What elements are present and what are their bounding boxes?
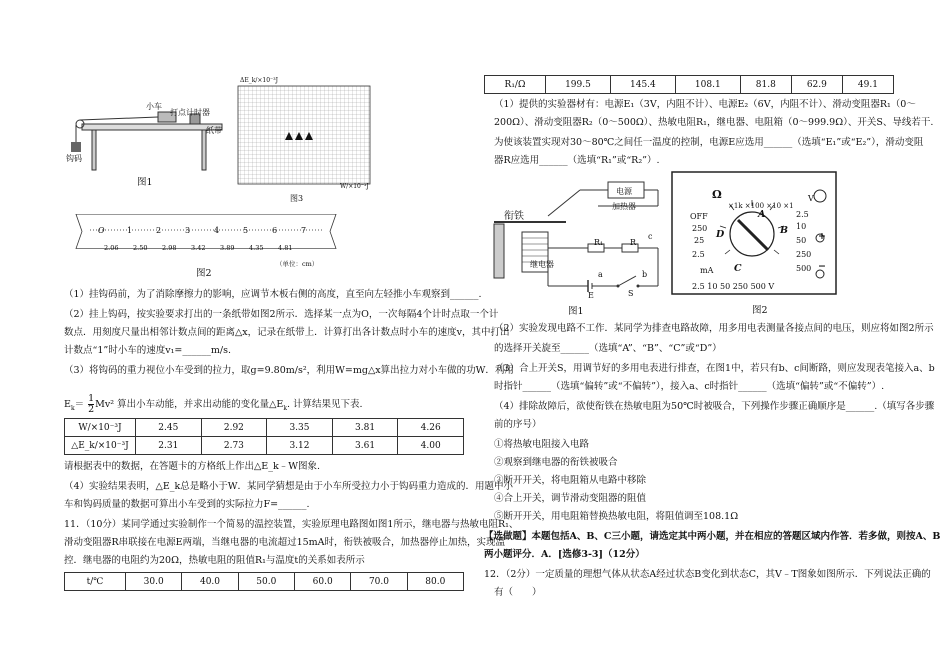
q3c: 请根据表中的数据，在答题卡的方格纸上作出△E_k﹣W图象. <box>64 461 321 472</box>
circuit-s: S <box>628 289 634 298</box>
meter-letter-b: B <box>780 225 789 236</box>
q1: （1）挂钩码前，为了消除摩擦力的影响，应调节木板右侧的高度，直至向左轻推小车观察到______. <box>64 289 482 300</box>
circuit-heater: 加热器 <box>612 202 636 211</box>
step-1: ①将热敏电阻接入电路 <box>494 439 590 450</box>
tape-gap-label: 4.35 <box>249 244 264 252</box>
table-cell: 81.8 <box>740 76 791 94</box>
table-cell: 2.45 <box>136 419 202 437</box>
fig1-label-timer: 打点计时器 <box>170 108 210 117</box>
q2b: 数点．用刻度尺量出相邻计数点间的距离△x，记录在纸带上．计算打出各计数点时小车的速度v，其中打出 <box>64 327 510 338</box>
table-cell: 4.26 <box>398 419 464 437</box>
q3b: $E_k=$ $\frac{1}{2}$ Mv² 算出小车动能，并求出动能的变化量$\triangle E_k$. 计算结果见下表. <box>64 393 363 415</box>
circuit-e: E <box>588 291 594 300</box>
meter-letter-a: A <box>758 209 766 220</box>
q3a: （3）将钩码的重力视位小车受到的拉力，取g=9.80m/s²，利用W=mg△x算出拉力对小车做的功W．利用 <box>64 365 514 376</box>
table-cell: 30.0 <box>126 573 182 591</box>
q4b: 车和钩码质量的数据可算出小车受到的实际拉力F=______. <box>64 499 310 510</box>
meter-minus: − <box>818 261 826 272</box>
fig1-label-car: 小车 <box>146 102 162 111</box>
table-cell: 108.1 <box>675 76 740 94</box>
string <box>80 117 158 120</box>
r1a: （1）提供的实验器材有：电源E₁（3V，内阻不计）、电源E₂（6V，内阻不计）、滑动变阻器R₁（0～ <box>494 99 916 110</box>
meter-omega: Ω <box>712 188 722 201</box>
step-5: ⑤断开开关，用电阻箱替换热敏电阻，将阻值调至108.1Ω <box>494 511 739 522</box>
circuit-power: 电源 <box>616 187 632 196</box>
table-cell: 199.5 <box>546 76 611 94</box>
fig1-label-weight: 钩码 <box>66 154 82 163</box>
meter-caption: 图2 <box>752 305 768 316</box>
tape-point-label: 7 <box>301 226 307 235</box>
r1b: 200Ω）、滑动变阻器R₂（0～500Ω）、热敏电阻R₁，继电器、电阻箱（0～999.9Ω）、开关S、导线若干. <box>494 117 934 128</box>
r3a: （3）合上开关S，用调节好的多用电表进行排查，在图1中，若只有b、c间断路，则应发现表笔接入a、b <box>494 363 935 374</box>
zero-knob <box>814 190 826 202</box>
r4a: （4）排除故障后，欲使衔铁在热敏电阻为50℃时被吸合，下列操作步骤正确顺序是______.（填写各步骤 <box>494 401 935 412</box>
r1d: 器R应选用______（选填“R₁”或“R₂”）. <box>494 155 660 166</box>
table-cell: 4.00 <box>398 437 464 455</box>
r1c: 为使该装置实现对30～80℃之间任一温度的控制，电源E应选用______（选填“E₁”或“E₂”），滑动变阻 <box>494 137 924 148</box>
board <box>82 124 222 130</box>
table-cell: 62.9 <box>791 76 842 94</box>
q2c: 计数点“1”时小车的速度v₁=______m/s. <box>64 345 231 356</box>
fig3-caption: 图3 <box>290 194 304 203</box>
table-cell: 2.73 <box>201 437 267 455</box>
table-head: △E_k/×10⁻³J <box>65 437 136 455</box>
tape-gap-label: 4.81 <box>278 244 293 252</box>
fig3-ylabel: ΔE_k/×10⁻³J <box>240 77 279 84</box>
table-cell: 3.12 <box>267 437 333 455</box>
table-cell: 70.0 <box>351 573 407 591</box>
meter-letter-d: D <box>716 229 725 240</box>
circuit-r: R <box>630 238 637 247</box>
table-head: W/×10⁻³J <box>65 419 136 437</box>
table-cell: 3.35 <box>267 419 333 437</box>
fig2-caption: 图2 <box>196 268 212 279</box>
relay-frame <box>494 224 504 278</box>
tape-gap-label: 2.98 <box>162 244 177 252</box>
table-t <box>64 572 464 591</box>
table-head: t/℃ <box>65 573 126 591</box>
tape-point-label: O <box>98 226 105 235</box>
table-cell: 2.31 <box>136 437 202 455</box>
r2b: 的选择开关旋至______（选填“A”、“B”、“C”或“D”） <box>494 343 722 354</box>
tape-point-label: 1 <box>127 226 133 235</box>
tape-gap-label: 3.89 <box>220 244 235 252</box>
r2a: （2）实验发现电路不工作．某同学为排查电路故障，用多用电表测量各接点间的电压，则应将如图2所示 <box>494 323 934 334</box>
table-r1 <box>484 75 894 94</box>
weight <box>71 142 81 152</box>
meter-left-2.5: 2.5 <box>692 250 705 259</box>
tape-point-label: 2 <box>156 226 162 235</box>
tape-point-label: 6 <box>272 226 278 235</box>
circuit-relay: 继电器 <box>530 260 554 269</box>
step-2: ②观察到继电器的衔铁被吸合 <box>494 457 618 468</box>
r3b: 时指针______（选填“偏转”或“不偏转”），接入a、c时指针______（选填“偏转”或“不偏转”）. <box>494 381 885 392</box>
meter-right-250: 250 <box>796 250 812 259</box>
circuit-caption: 图1 <box>568 306 584 317</box>
switch <box>618 276 636 286</box>
select-heading-a: 【选做题】本题包括A、B、C三小题，请选定其中两小题，并在相应的答题区域内作答．若多做，则按A、B <box>484 531 941 542</box>
step-3: ③断开开关，将电阻箱从电路中移除 <box>494 475 647 486</box>
meter-ma: mA <box>700 266 714 275</box>
circuit-c: c <box>648 232 653 241</box>
table-cell: 49.1 <box>842 76 893 94</box>
q11c: 控．继电器的电阻约为20Ω，热敏电阻的阻值R₁与温度t的关系如表所示 <box>64 555 365 566</box>
circuit-a: a <box>598 270 603 279</box>
table-cell: 60.0 <box>294 573 350 591</box>
circuit-diagram <box>488 176 668 304</box>
meter-off: OFF <box>690 212 708 221</box>
circuit-b: b <box>642 270 648 279</box>
meter-v: V <box>808 194 814 203</box>
meter-right-2.5: 2.5 <box>796 210 809 219</box>
q12b: 有（ ） <box>494 587 542 598</box>
table-leg-left <box>92 130 96 170</box>
meter-scale-ohm: ×1k ×100 ×10 ×1 <box>728 202 794 210</box>
circuit-r1: R₁ <box>594 238 604 247</box>
select-heading-b: 两小题评分．A．[选修3-3]（12分） <box>484 549 645 560</box>
meter-left-25: 25 <box>694 236 705 245</box>
fig1-label-tape: 纸带 <box>206 126 222 135</box>
table-cell: 3.81 <box>332 419 398 437</box>
q4a: （4）实验结果表明，△E_k总是略小于W．某同学猜想是由于小车所受拉力小于钩码重力造成的．用题中小 <box>64 481 514 492</box>
fig1-caption: 图1 <box>137 177 153 188</box>
meter-right-500: 500 <box>796 264 812 273</box>
table-cell: 3.61 <box>332 437 398 455</box>
table-w-ek <box>64 418 464 455</box>
fig2-unit: （单位：cm） <box>276 260 319 268</box>
r4b: 前的序号） <box>494 419 542 430</box>
q11a: 11．（10分）某同学通过实验制作一个简易的温控装置，实验原理电路图如图1所示，继电器与热敏电阻R₁、 <box>64 519 519 530</box>
q11b: 滑动变阻器R串联接在电源E两端，当继电器的电流超过15mA时，衔铁被吸合，加热器停止加热，实现温 <box>64 537 506 548</box>
meter-letter-c: C <box>734 263 742 274</box>
table-cell: 50.0 <box>238 573 294 591</box>
table-cell: 2.92 <box>201 419 267 437</box>
meter-right-50: 50 <box>796 236 807 245</box>
step-4: ④合上开关，调节滑动变阻器的阻值 <box>494 493 647 504</box>
fig3-xlabel: W/×10⁻³J <box>340 183 369 190</box>
tape-point-label: 3 <box>185 226 191 235</box>
tape-gap-label: 2.50 <box>133 244 148 252</box>
meter-right-10: 10 <box>796 222 807 231</box>
q12a: 12．（2分）一定质量的理想气体从状态A经过状态B变化到状态C，其V﹣T图象如图所示．下列说法正确的 <box>484 569 931 580</box>
tape-gap-label: 2.06 <box>104 244 119 252</box>
table-head: R₁/Ω <box>485 76 546 94</box>
meter-plus: + <box>818 231 826 242</box>
tape-point-label: 5 <box>243 226 249 235</box>
meter-left-250: 250 <box>692 224 708 233</box>
q2a: （2）挂上钩码，按实验要求打出的一条纸带如图2所示．选择某一点为O，一次每隔4个计时点取一个计 <box>64 309 499 320</box>
table-cell: 80.0 <box>407 573 463 591</box>
tape-point-label: 4 <box>214 226 220 235</box>
table-cell: 145.4 <box>610 76 675 94</box>
tape-gap-label: 3.42 <box>191 244 206 252</box>
table-cell: 40.0 <box>182 573 238 591</box>
fig3-grid <box>232 78 382 190</box>
meter-bottom-scale: 2.5 10 50 250 500 V <box>692 282 775 291</box>
circuit-armature: 衔铁 <box>504 211 524 222</box>
